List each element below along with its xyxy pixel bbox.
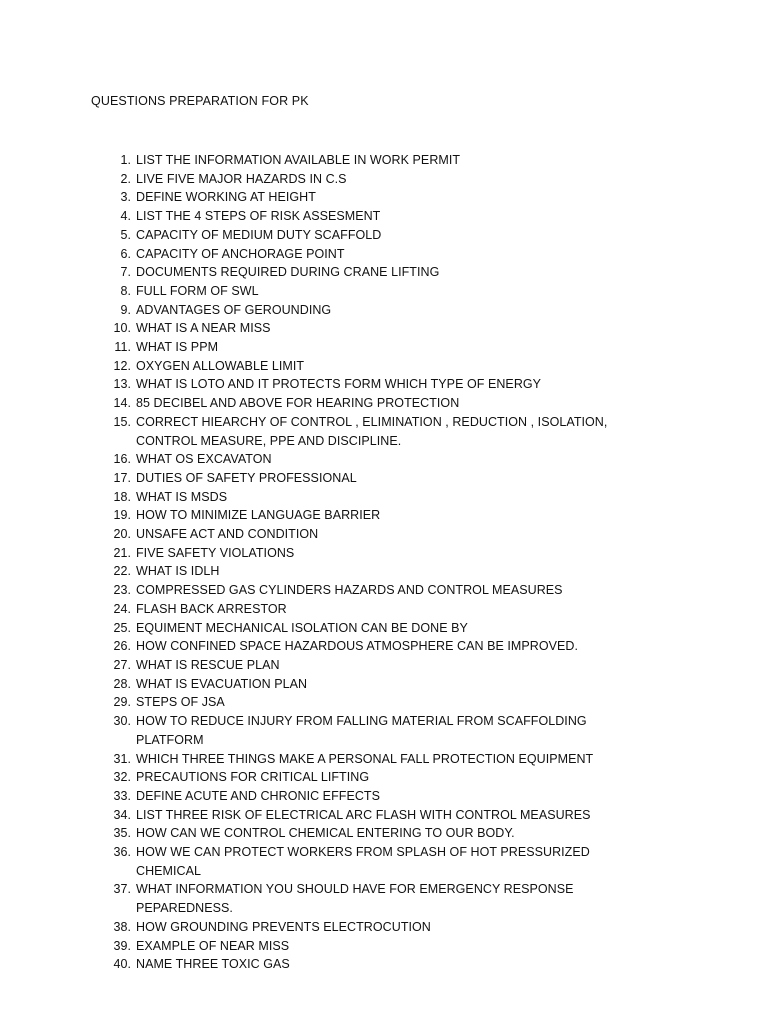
question-number: 6. bbox=[120, 246, 131, 261]
list-item bbox=[0, 319, 636, 338]
question-text: WHAT IS MSDS bbox=[136, 489, 228, 504]
question-number: 4. bbox=[120, 209, 131, 224]
list-item bbox=[0, 488, 636, 507]
question-number: 19. bbox=[113, 508, 131, 523]
question-text: HOW CAN WE CONTROL CHEMICAL ENTERING TO OUR BODY. bbox=[136, 826, 515, 841]
question-text: OXYGEN ALLOWABLE LIMIT bbox=[136, 358, 305, 373]
list-item bbox=[0, 151, 636, 170]
question-number: 26. bbox=[113, 639, 131, 654]
list-item bbox=[0, 637, 636, 656]
list-item bbox=[0, 413, 636, 450]
question-number: 40. bbox=[113, 957, 131, 972]
list-item bbox=[0, 955, 636, 974]
list-item bbox=[0, 207, 636, 226]
list-item bbox=[0, 301, 636, 320]
question-text: COMPRESSED GAS CYLINDERS HAZARDS AND CONTROL MEASURES bbox=[136, 583, 563, 598]
question-text: LIST THE INFORMATION AVAILABLE IN WORK PERMIT bbox=[136, 153, 461, 167]
question-text: LIVE FIVE MAJOR HAZARDS IN C.S bbox=[136, 171, 347, 186]
list-item bbox=[0, 506, 636, 525]
question-number: 16. bbox=[113, 452, 131, 467]
question-number: 28. bbox=[113, 676, 131, 691]
question-text: HOW GROUNDING PREVENTS ELECTROCUTION bbox=[136, 919, 431, 934]
question-number: 23. bbox=[113, 583, 131, 598]
list-item bbox=[0, 918, 636, 937]
question-number: 7. bbox=[120, 265, 131, 280]
document-title: QUESTIONS PREPARATION FOR PK bbox=[91, 94, 309, 108]
list-item bbox=[0, 226, 636, 245]
question-text: 85 DECIBEL AND ABOVE FOR HEARING PROTECTION bbox=[136, 396, 460, 411]
question-text: WHAT IS PPM bbox=[136, 340, 219, 355]
question-number: 37. bbox=[113, 882, 131, 897]
question-list bbox=[0, 151, 636, 974]
question-text: STEPS OF JSA bbox=[136, 695, 225, 710]
question-text: PRECAUTIONS FOR CRITICAL LIFTING bbox=[136, 770, 370, 785]
question-text: WHAT IS EVACUATION PLAN bbox=[136, 676, 308, 691]
question-number: 10. bbox=[113, 321, 131, 336]
list-item bbox=[0, 843, 636, 880]
list-item bbox=[0, 544, 636, 563]
question-text: WHAT OS EXCAVATON bbox=[136, 452, 272, 467]
question-number: 2. bbox=[120, 171, 131, 186]
question-text: DEFINE ACUTE AND CHRONIC EFFECTS bbox=[136, 788, 380, 803]
list-item bbox=[0, 750, 636, 769]
list-item bbox=[0, 768, 636, 787]
list-item bbox=[0, 581, 636, 600]
question-number: 34. bbox=[113, 807, 131, 822]
list-item bbox=[0, 338, 636, 357]
question-number: 14. bbox=[113, 396, 131, 411]
list-item bbox=[0, 282, 636, 301]
question-number: 32. bbox=[113, 770, 131, 785]
question-text: WHAT IS IDLH bbox=[136, 564, 220, 579]
question-text: LIST THREE RISK OF ELECTRICAL ARC FLASH WITH CONTROL MEASURES bbox=[136, 807, 591, 822]
question-number: 8. bbox=[120, 283, 131, 298]
list-item bbox=[0, 245, 636, 264]
question-text: NAME THREE TOXIC GAS bbox=[136, 957, 290, 972]
question-text: WHAT IS RESCUE PLAN bbox=[136, 657, 280, 672]
question-text: HOW TO MINIMIZE LANGUAGE BARRIER bbox=[136, 508, 381, 523]
question-number: 11. bbox=[114, 340, 131, 355]
question-text: WHAT INFORMATION YOU SHOULD HAVE FOR EMERGENCY RESPONSE PEPAREDNESS. bbox=[136, 882, 574, 916]
question-text: FIVE SAFETY VIOLATIONS bbox=[136, 545, 295, 560]
question-number: 13. bbox=[113, 377, 131, 392]
list-item bbox=[0, 188, 636, 207]
question-number: 36. bbox=[113, 845, 131, 860]
question-text: DOCUMENTS REQUIRED DURING CRANE LIFTING bbox=[136, 265, 440, 280]
question-number: 1. bbox=[120, 153, 131, 167]
list-item bbox=[0, 693, 636, 712]
question-text: WHAT IS LOTO AND IT PROTECTS FORM WHICH TYPE OF ENERGY bbox=[136, 377, 542, 392]
list-item bbox=[0, 394, 636, 413]
question-number: 35. bbox=[113, 826, 131, 841]
question-text: EXAMPLE OF NEAR MISS bbox=[136, 938, 290, 953]
question-text: DEFINE WORKING AT HEIGHT bbox=[136, 190, 316, 205]
list-item bbox=[0, 712, 636, 749]
list-item bbox=[0, 170, 636, 189]
list-item bbox=[0, 656, 636, 675]
question-text: HOW TO REDUCE INJURY FROM FALLING MATERIAL FROM SCAFFOLDING PLATFORM bbox=[136, 714, 587, 747]
question-text: WHICH THREE THINGS MAKE A PERSONAL FALL PROTECTION EQUIPMENT bbox=[136, 751, 594, 766]
question-number: 22. bbox=[113, 564, 131, 579]
question-text: CAPACITY OF ANCHORAGE POINT bbox=[136, 246, 345, 261]
question-number: 38. bbox=[113, 919, 131, 934]
question-number: 17. bbox=[113, 470, 131, 485]
question-number: 27. bbox=[113, 657, 131, 672]
question-text: FLASH BACK ARRESTOR bbox=[136, 601, 287, 616]
question-number: 25. bbox=[113, 620, 131, 635]
question-number: 29. bbox=[113, 695, 131, 710]
list-item bbox=[0, 525, 636, 544]
question-text: LIST THE 4 STEPS OF RISK ASSESMENT bbox=[136, 209, 381, 224]
list-item bbox=[0, 675, 636, 694]
question-text: HOW CONFINED SPACE HAZARDOUS ATMOSPHERE CAN BE IMPROVED. bbox=[136, 639, 578, 654]
question-number: 33. bbox=[113, 788, 131, 803]
question-number: 31. bbox=[113, 751, 131, 766]
question-number: 30. bbox=[113, 714, 131, 729]
list-item bbox=[0, 469, 636, 488]
question-number: 39. bbox=[113, 938, 131, 953]
question-text: FULL FORM OF SWL bbox=[136, 283, 259, 298]
list-item bbox=[0, 263, 636, 282]
question-number: 15. bbox=[113, 414, 131, 429]
list-item bbox=[0, 824, 636, 843]
list-item bbox=[0, 450, 636, 469]
list-item bbox=[0, 937, 636, 956]
question-number: 18. bbox=[113, 489, 131, 504]
question-text: CORRECT HIEARCHY OF CONTROL , ELIMINATION , REDUCTION , ISOLATION, CONTROL MEASURE, PPE AND DISCIPLINE. bbox=[136, 414, 608, 448]
question-text: ADVANTAGES OF GEROUNDING bbox=[136, 302, 332, 317]
question-number: 24. bbox=[113, 601, 131, 616]
question-number: 9. bbox=[120, 302, 131, 317]
list-item bbox=[0, 562, 636, 581]
list-item bbox=[0, 880, 636, 917]
question-text: HOW WE CAN PROTECT WORKERS FROM SPLASH OF HOT PRESSURIZED CHEMICAL bbox=[136, 845, 590, 878]
question-number: 3. bbox=[120, 190, 131, 205]
question-number: 20. bbox=[113, 527, 131, 542]
list-item bbox=[0, 375, 636, 394]
list-item bbox=[0, 619, 636, 638]
question-text: EQUIMENT MECHANICAL ISOLATION CAN BE DONE BY bbox=[136, 620, 468, 635]
question-number: 12. bbox=[113, 358, 131, 373]
question-text: DUTIES OF SAFETY PROFESSIONAL bbox=[136, 470, 357, 485]
question-number: 5. bbox=[120, 227, 131, 242]
list-item bbox=[0, 357, 636, 376]
list-item bbox=[0, 787, 636, 806]
list-item bbox=[0, 600, 636, 619]
list-item bbox=[0, 806, 636, 825]
question-text: CAPACITY OF MEDIUM DUTY SCAFFOLD bbox=[136, 227, 382, 242]
question-text: UNSAFE ACT AND CONDITION bbox=[136, 527, 319, 542]
question-text: WHAT IS A NEAR MISS bbox=[136, 321, 271, 336]
question-number: 21. bbox=[113, 545, 131, 560]
